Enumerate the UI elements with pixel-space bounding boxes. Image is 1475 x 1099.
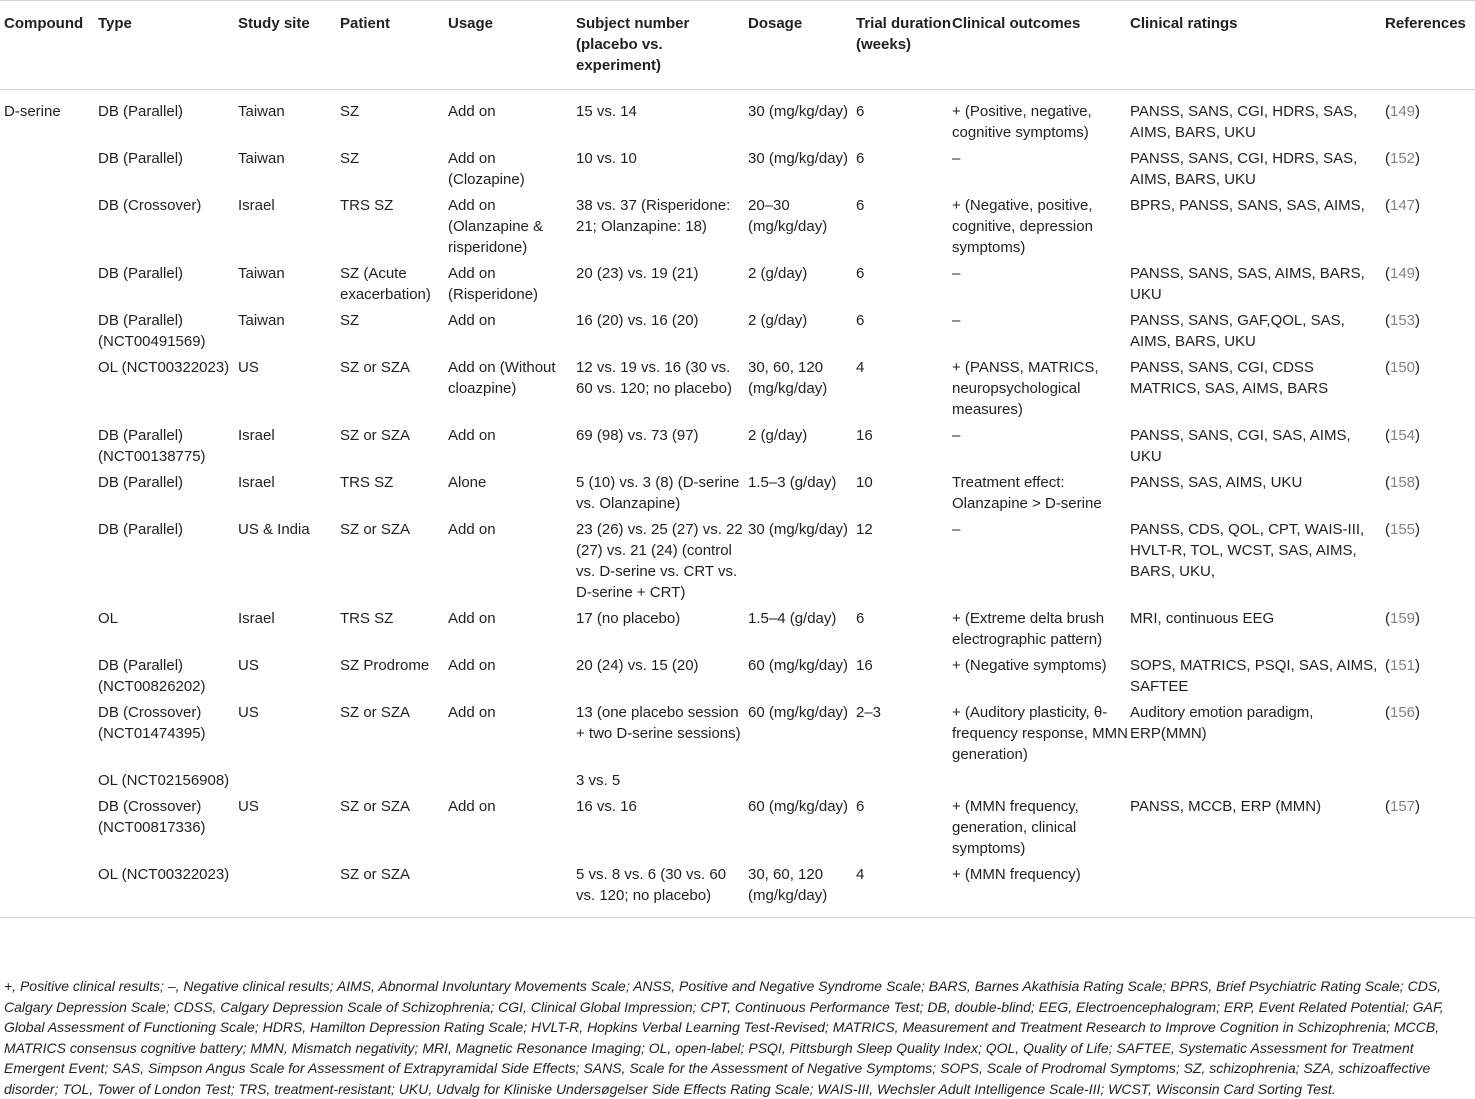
cell-trial-duration: 6 [856, 197, 865, 214]
cell-study-site: Taiwan [238, 265, 285, 282]
header-patient: Patient [340, 15, 391, 32]
cell-trial-duration: 6 [856, 312, 865, 329]
cell-dosage: 2 (g/day) [748, 427, 808, 444]
cell-trial-duration: 6 [856, 150, 865, 167]
cell-study-site: US [238, 359, 259, 376]
cell-subject-number: 16 vs. 16 [576, 798, 637, 815]
cell-dosage: 60 (mg/kg/day) [748, 657, 849, 674]
table-row [0, 357, 1475, 425]
cell-trial-duration: 6 [856, 610, 865, 627]
cell-compound [0, 519, 98, 608]
cell-clinical-outcomes: + (MMN frequency) [952, 866, 1081, 883]
cell-usage: Add on [448, 798, 496, 815]
cell-usage: Add on [448, 704, 496, 721]
table-footnote: +, Positive clinical results; –, Negative clinical results; AIMS, Abnormal Involuntary Movements Scale; ANSS, Positive and Negative Syndrome Scale; BARS, Barnes Akathisia Rating Scale; BPRS, Brief Psychiatric Rating Scale; CDS, Calgary Depression Scale; CDSS, Calgary Depression Scale of Schizophrenia; CGI, Clinical Global Impression; CPT, Continuous Performance Test; DB, double-blind; EEG, Electroencephalogram; ERP, Event Related Potential; GAF, Global Assessment of Functioning Scale; HDRS, Hamilton Depression Rating Scale; HVLT-R, Hopkins Verbal Learning Test-Revised; MATRICS, Measurement and Treatment Research to Improve Cognition in Schizophrenia; MCCB, MATRICS consensus cognitive battery; MMN, Mismatch negativity; MRI, Magnetic Resonance Imaging; OL, open-label; PSQI, Pittsburgh Sleep Quality Index; QOL, Quality of Life; SAFTEE, Systematic Assessment for Treatment Emergent Event; SAS, Simpson Angus Scale for Assessment of Extrapyramidal Side Effects; SANS, Scale for the Assessment of Negative Symptoms; SOPS, Scale of Prodromal Symptoms; SZ, schizophrenia; SZA, schizoaffective disorder; TOL, Tower of London Test; TRS, treatment-resistant; UKU, Udvalg for Kliniske Undersøgelser Side Effects Rating Scale; WAIS-III, Wechsler Adult Intelligence Scale-III; WCST, Wisconsin Card Sorting Test. [4, 978, 1444, 1097]
reference-link[interactable]: 149 [1390, 265, 1416, 282]
cell-reference: (156) [1385, 704, 1421, 721]
cell-usage: Add on [448, 312, 496, 329]
table-row [0, 770, 1475, 796]
reference-link[interactable]: 158 [1390, 474, 1416, 491]
cell-trial-duration: 4 [856, 866, 865, 883]
header-trial-duration: Trial duration (weeks) [856, 15, 952, 53]
cell-type: DB (Parallel) [98, 103, 184, 120]
reference-link[interactable]: 155 [1390, 521, 1416, 538]
cell-dosage: 30 (mg/kg/day) [748, 103, 849, 120]
cell-clinical-outcomes: – [952, 427, 961, 444]
cell-usage: Add on [448, 521, 496, 538]
reference-link[interactable]: 150 [1390, 359, 1416, 376]
cell-study-site [238, 770, 340, 796]
cell-trial-duration: 6 [856, 265, 865, 282]
cell-usage: Add on [448, 427, 496, 444]
cell-usage: Add on (Risperidone) [448, 265, 539, 303]
cell-type: OL (NCT02156908) [98, 772, 230, 789]
table-row [0, 195, 1475, 263]
table-row [0, 702, 1475, 770]
cell-reference: (151) [1385, 657, 1421, 674]
cell-trial-duration: 16 [856, 657, 873, 674]
cell-clinical-outcomes: + (MMN frequency, generation, clinical symptoms) [952, 798, 1079, 857]
header-references: References [1385, 15, 1466, 32]
table-row [0, 864, 1475, 918]
cell-dosage: 30 (mg/kg/day) [748, 150, 849, 167]
cell-clinical-ratings: PANSS, SANS, CGI, HDRS, SAS, AIMS, BARS, UKU [1130, 103, 1358, 141]
cell-type: DB (Crossover) (NCT00817336) [98, 798, 206, 836]
cell-reference: (149) [1385, 265, 1421, 282]
table-row [0, 148, 1475, 195]
cell-compound [0, 796, 98, 864]
cell-patient: SZ or SZA [340, 866, 411, 883]
reference-link[interactable]: 147 [1390, 197, 1416, 214]
cell-patient: SZ or SZA [340, 704, 411, 721]
reference-link[interactable]: 154 [1390, 427, 1416, 444]
reference-link[interactable]: 152 [1390, 150, 1416, 167]
header-study-site: Study site [238, 15, 310, 32]
cell-subject-number: 38 vs. 37 (Risperidone: 21; Olanzapine: 18) [576, 197, 731, 235]
cell-compound [0, 472, 98, 519]
cell-reference: (154) [1385, 427, 1421, 444]
header-compound: Compound [4, 15, 84, 32]
cell-dosage: 2 (g/day) [748, 265, 808, 282]
cell-patient: TRS SZ [340, 474, 394, 491]
cell-type: DB (Parallel) (NCT00491569) [98, 312, 206, 350]
cell-clinical-ratings [1130, 770, 1385, 796]
cell-clinical-outcomes: + (Extreme delta brush electrographic pattern) [952, 610, 1105, 648]
cell-reference: (147) [1385, 197, 1421, 214]
cell-dosage: 60 (mg/kg/day) [748, 704, 849, 721]
cell-clinical-outcomes: + (PANSS, MATRICS, neuropsychological measures) [952, 359, 1099, 418]
cell-patient [340, 770, 448, 796]
cell-clinical-ratings: PANSS, SANS, CGI, SAS, AIMS, UKU [1130, 427, 1351, 465]
cell-compound [0, 310, 98, 357]
cell-clinical-ratings: BPRS, PANSS, SANS, SAS, AIMS, [1130, 197, 1365, 214]
reference-link[interactable]: 151 [1390, 657, 1416, 674]
cell-trial-duration: 6 [856, 798, 865, 815]
cell-study-site [238, 864, 340, 918]
cell-clinical-ratings: PANSS, SANS, GAF,QOL, SAS, AIMS, BARS, UKU [1130, 312, 1345, 350]
cell-clinical-ratings: PANSS, CDS, QOL, CPT, WAIS-III, HVLT-R, TOL, WCST, SAS, AIMS, BARS, UKU, [1130, 521, 1365, 580]
cell-study-site: Israel [238, 427, 275, 444]
cell-patient: SZ or SZA [340, 798, 411, 815]
cell-clinical-ratings [1130, 864, 1385, 918]
cell-subject-number: 16 (20) vs. 16 (20) [576, 312, 699, 329]
cell-clinical-ratings: PANSS, SAS, AIMS, UKU [1130, 474, 1303, 491]
cell-usage [448, 770, 576, 796]
header-dosage: Dosage [748, 15, 803, 32]
cell-usage: Add on (Clozapine) [448, 150, 525, 188]
cell-dosage: 60 (mg/kg/day) [748, 798, 849, 815]
table-row [0, 655, 1475, 702]
cell-clinical-outcomes: + (Negative symptoms) [952, 657, 1107, 674]
cell-clinical-outcomes: + (Auditory plasticity, θ-frequency response, MMN generation) [952, 704, 1128, 763]
cell-compound [0, 864, 98, 918]
cell-clinical-ratings: Auditory emotion paradigm, ERP(MMN) [1130, 704, 1314, 742]
cell-usage: Add on [448, 610, 496, 627]
cell-reference: (153) [1385, 312, 1421, 329]
cell-patient: TRS SZ [340, 610, 394, 627]
cell-study-site: Taiwan [238, 103, 285, 120]
cell-study-site: Israel [238, 610, 275, 627]
cell-subject-number: 5 vs. 8 vs. 6 (30 vs. 60 vs. 120; no placebo) [576, 866, 727, 904]
cell-study-site: US [238, 704, 259, 721]
cell-study-site: Taiwan [238, 150, 285, 167]
cell-clinical-outcomes: Treatment effect: Olanzapine > D-serine [952, 474, 1102, 512]
cell-clinical-ratings: PANSS, SANS, SAS, AIMS, BARS, UKU [1130, 265, 1365, 303]
reference-link[interactable]: 149 [1390, 103, 1416, 120]
cell-usage: Alone [448, 474, 487, 491]
cell-subject-number: 13 (one placebo session + two D-serine sessions) [576, 704, 741, 742]
cell-type: DB (Crossover) (NCT01474395) [98, 704, 206, 742]
cell-trial-duration: 16 [856, 427, 873, 444]
cell-patient: SZ [340, 312, 360, 329]
table-row [0, 608, 1475, 655]
cell-type: OL (NCT00322023) [98, 359, 230, 376]
table-header [0, 1, 1475, 90]
cell-subject-number: 12 vs. 19 vs. 16 (30 vs. 60 vs. 120; no placebo) [576, 359, 732, 397]
cell-clinical-outcomes: + (Positive, negative, cognitive symptoms) [952, 103, 1092, 141]
cell-trial-duration: 4 [856, 359, 865, 376]
cell-clinical-outcomes: – [952, 312, 961, 329]
cell-compound [0, 655, 98, 702]
cell-subject-number: 23 (26) vs. 25 (27) vs. 22 (27) vs. 21 (24) (control vs. D-serine vs. CRT vs. D-serine + CRT) [576, 521, 743, 601]
cell-compound [0, 148, 98, 195]
cell-dosage: 1.5–4 (g/day) [748, 610, 837, 627]
cell-clinical-outcomes: – [952, 521, 961, 538]
cell-study-site: Israel [238, 197, 275, 214]
cell-compound [0, 770, 98, 796]
cell-type: OL [98, 610, 119, 627]
cell-clinical-ratings: PANSS, MCCB, ERP (MMN) [1130, 798, 1322, 815]
cell-type: DB (Parallel) [98, 474, 184, 491]
cell-dosage: 30, 60, 120 (mg/kg/day) [748, 359, 828, 397]
cell-subject-number: 10 vs. 10 [576, 150, 637, 167]
header-subject-number: Subject number (placebo vs. experiment) [576, 15, 690, 74]
cell-subject-number: 17 (no placebo) [576, 610, 681, 627]
cell-clinical-outcomes: – [952, 150, 961, 167]
reference-link[interactable]: 159 [1390, 610, 1416, 627]
cell-study-site: US [238, 798, 259, 815]
header-row [0, 1, 1475, 90]
cell-patient: TRS SZ [340, 197, 394, 214]
cell-type: DB (Parallel) [98, 521, 184, 538]
cell-trial-duration: 2–3 [856, 704, 882, 721]
table-row [0, 425, 1475, 472]
cell-trial-duration: 10 [856, 474, 873, 491]
cell-type: DB (Parallel) [98, 265, 184, 282]
table-body [0, 90, 1475, 918]
cell-usage: Add on (Without cloazpine) [448, 359, 556, 397]
cell-reference [1385, 864, 1475, 918]
cell-subject-number: 3 vs. 5 [576, 772, 621, 789]
table-row [0, 90, 1475, 149]
cell-clinical-outcomes: – [952, 265, 961, 282]
cell-dosage: 20–30 (mg/kg/day) [748, 197, 828, 235]
cell-trial-duration [856, 770, 952, 796]
cell-reference: (159) [1385, 610, 1421, 627]
reference-link[interactable]: 153 [1390, 312, 1416, 329]
cell-type: OL (NCT00322023) [98, 866, 230, 883]
cell-subject-number: 69 (98) vs. 73 (97) [576, 427, 699, 444]
table-row [0, 472, 1475, 519]
reference-link[interactable]: 157 [1390, 798, 1416, 815]
cell-clinical-ratings: PANSS, SANS, CGI, HDRS, SAS, AIMS, BARS, UKU [1130, 150, 1358, 188]
cell-type: DB (Parallel) [98, 150, 184, 167]
cell-dosage: 30 (mg/kg/day) [748, 521, 849, 538]
cell-reference: (158) [1385, 474, 1421, 491]
cell-clinical-outcomes [952, 770, 1130, 796]
cell-dosage: 30, 60, 120 (mg/kg/day) [748, 866, 828, 904]
cell-subject-number: 20 (23) vs. 19 (21) [576, 265, 699, 282]
cell-reference: (150) [1385, 359, 1421, 376]
cell-patient: SZ or SZA [340, 427, 411, 444]
cell-reference [1385, 770, 1475, 796]
cell-study-site: US [238, 657, 259, 674]
cell-dosage: 1.5–3 (g/day) [748, 474, 837, 491]
cell-patient: SZ Prodrome [340, 657, 430, 674]
table-row [0, 796, 1475, 864]
cell-usage: Add on (Olanzapine & risperidone) [448, 197, 544, 256]
cell-reference: (149) [1385, 103, 1421, 120]
cell-compound [0, 263, 98, 310]
cell-compound [0, 608, 98, 655]
cell-type: DB (Crossover) [98, 197, 202, 214]
cell-compound: D-serine [4, 103, 61, 120]
cell-compound [0, 195, 98, 263]
cell-patient: SZ [340, 150, 360, 167]
cell-clinical-ratings: MRI, continuous EEG [1130, 610, 1275, 627]
cell-study-site: Israel [238, 474, 275, 491]
cell-patient: SZ (Acute exacerbation) [340, 265, 431, 303]
header-clinical-ratings: Clinical ratings [1130, 15, 1238, 32]
table-row [0, 263, 1475, 310]
cell-reference: (157) [1385, 798, 1421, 815]
cell-clinical-ratings: PANSS, SANS, CGI, CDSS MATRICS, SAS, AIMS, BARS [1130, 359, 1329, 397]
header-type: Type [98, 15, 132, 32]
table-row [0, 310, 1475, 357]
cell-dosage [748, 770, 856, 796]
cell-type: DB (Parallel) (NCT00138775) [98, 427, 206, 465]
cell-reference: (152) [1385, 150, 1421, 167]
cell-trial-duration: 12 [856, 521, 873, 538]
reference-link[interactable]: 156 [1390, 704, 1416, 721]
cell-compound [0, 357, 98, 425]
cell-clinical-outcomes: + (Negative, positive, cognitive, depression symptoms) [952, 197, 1093, 256]
cell-trial-duration: 6 [856, 103, 865, 120]
cell-patient: SZ or SZA [340, 359, 411, 376]
cell-type: DB (Parallel) (NCT00826202) [98, 657, 206, 695]
cell-subject-number: 5 (10) vs. 3 (8) (D-serine vs. Olanzapine) [576, 474, 740, 512]
cell-patient: SZ or SZA [340, 521, 411, 538]
cell-study-site: Taiwan [238, 312, 285, 329]
table-row [0, 519, 1475, 608]
header-clinical-outcomes: Clinical outcomes [952, 15, 1081, 32]
cell-dosage: 2 (g/day) [748, 312, 808, 329]
cell-compound [0, 425, 98, 472]
header-usage: Usage [448, 15, 494, 32]
cell-study-site: US & India [238, 521, 310, 538]
cell-clinical-ratings: SOPS, MATRICS, PSQI, SAS, AIMS, SAFTEE [1130, 657, 1378, 695]
cell-usage: Add on [448, 657, 496, 674]
cell-reference: (155) [1385, 521, 1421, 538]
cell-subject-number: 15 vs. 14 [576, 103, 637, 120]
cell-usage [448, 864, 576, 918]
cell-patient: SZ [340, 103, 360, 120]
cell-subject-number: 20 (24) vs. 15 (20) [576, 657, 699, 674]
cell-compound [0, 702, 98, 770]
cell-usage: Add on [448, 103, 496, 120]
